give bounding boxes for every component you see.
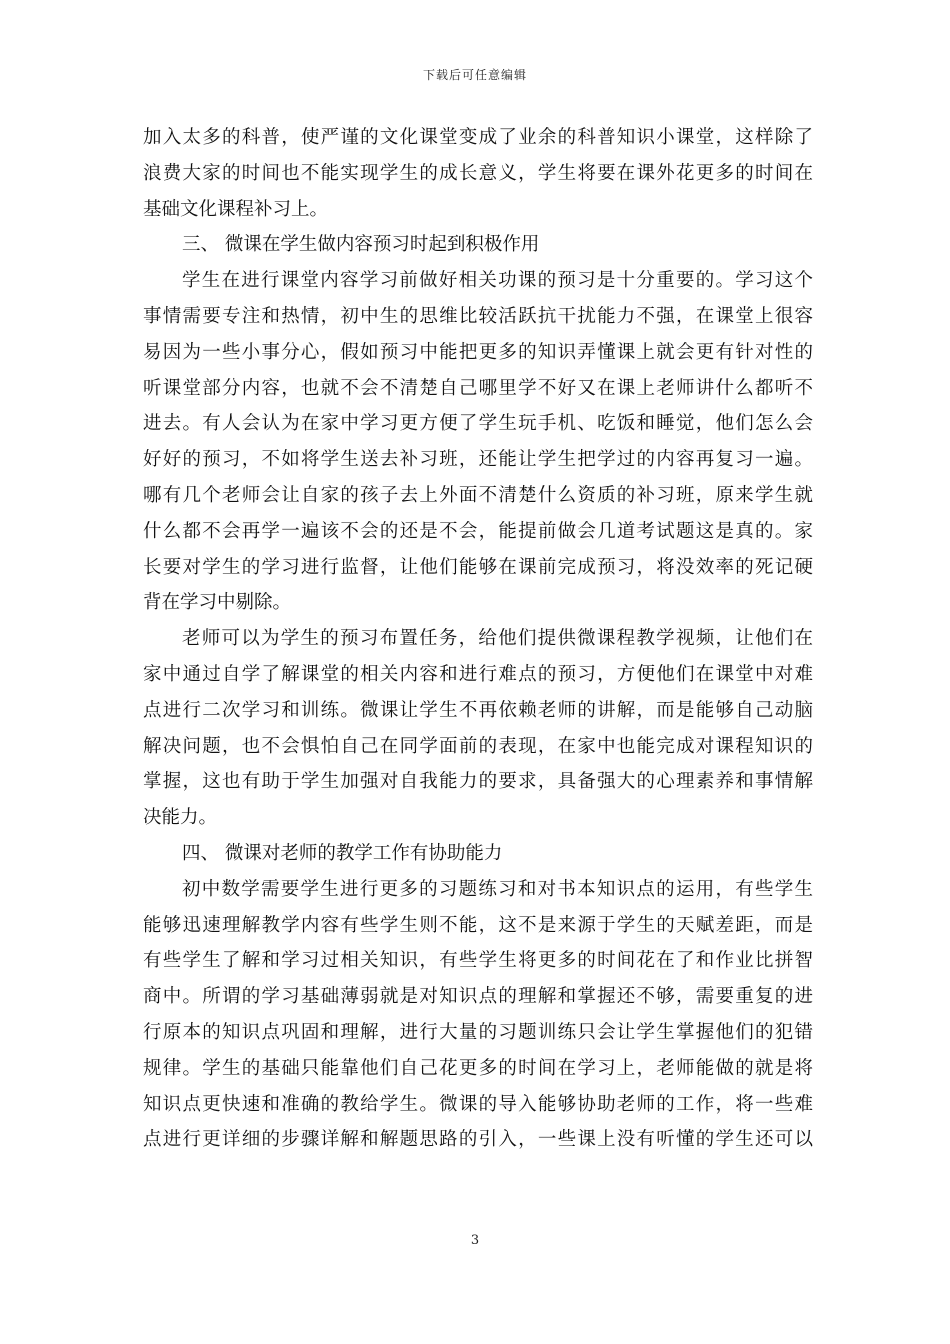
page-header: 下载后可任意编辑 — [422, 68, 527, 82]
page-number: 3 — [470, 1233, 480, 1248]
body-line: 知识点更快速和准确的教给学生。微课的导入能够协助老师的工作，将一些难 — [143, 1093, 813, 1115]
body-line: 背在学习中剔除。 — [143, 592, 292, 614]
body-line: 能够迅速理解教学内容有些学生则不能，这不是来源于学生的天赋差距，而是 — [143, 914, 813, 936]
body-line: 事情需要专注和热情，初中生的思维比较活跃抗干扰能力不强，在课堂上很容 — [143, 305, 813, 327]
body-line: 进去。有人会认为在家中学习更方便了学生玩手机、吃饭和睡觉，他们怎么会 — [143, 413, 813, 435]
body-line: 什么都不会再学一遍该不会的还是不会，能提前做会几道考试题这是真的。家 — [143, 520, 813, 542]
body-line: 加入太多的科普，使严谨的文化课堂变成了业余的科普知识小课堂，这样除了 — [143, 127, 813, 148]
section-heading: 三、 微课在学生做内容预习时起到积极作用 — [182, 234, 540, 256]
body-line: 学生在进行课堂内容学习前做好相关功课的预习是十分重要的。学习这个 — [182, 270, 813, 292]
body-line: 长要对学生的学习进行监督，让他们能够在课前完成预习，将没效率的死记硬 — [143, 556, 813, 578]
body-line: 初中数学需要学生进行更多的习题练习和对书本知识点的运用，有些学生 — [182, 878, 813, 900]
body-line: 家中通过自学了解课堂的相关内容和进行难点的预习，方便他们在课堂中对难 — [143, 663, 813, 685]
body-line: 点进行更详细的步骤详解和解题思路的引入，一些课上没有听懂的学生还可以 — [143, 1129, 813, 1151]
body-line: 行原本的知识点巩固和理解，进行大量的习题训练只会让学生掌握他们的犯错 — [143, 1021, 813, 1043]
body-line: 点进行二次学习和训练。微课让学生不再依赖老师的讲解，而是能够自己动脑 — [143, 699, 813, 721]
body-line: 老师可以为学生的预习布置任务，给他们提供微课程教学视频，让他们在 — [182, 628, 813, 650]
body-line: 商中。所谓的学习基础薄弱就是对知识点的理解和掌握还不够，需要重复的进 — [143, 986, 813, 1008]
document-body — [143, 120, 813, 1158]
body-line: 听课堂部分内容，也就不会不清楚自己哪里学不好又在课上老师讲什么都听不 — [143, 377, 813, 399]
body-line: 好好的预习，不如将学生送去补习班，还能让学生把学过的内容再复习一遍。 — [143, 449, 813, 471]
body-line: 解决问题，也不会惧怕自己在同学面前的表现，在家中也能完成对课程知识的 — [143, 735, 813, 757]
body-line: 有些学生了解和学习过相关知识，有些学生将更多的时间花在了和作业比拼智 — [143, 950, 813, 972]
section-heading: 四、 微课对老师的教学工作有协助能力 — [182, 842, 503, 864]
body-line: 规律。学生的基础只能靠他们自己花更多的时间在学习上，老师能做的就是将 — [143, 1057, 813, 1079]
body-line: 易因为一些小事分心，假如预习中能把更多的知识弄懂课上就会更有针对性的 — [143, 341, 813, 363]
body-line: 哪有几个老师会让自家的孩子去上外面不清楚什么资质的补习班，原来学生就 — [143, 484, 813, 506]
body-line: 浪费大家的时间也不能实现学生的成长意义，学生将要在课外花更多的时间在 — [143, 162, 813, 184]
body-line: 决能力。 — [143, 807, 218, 829]
body-line: 掌握，这也有助于学生加强对自我能力的要求，具备强大的心理素养和事情解 — [143, 771, 813, 793]
body-line: 基础文化课程补习上。 — [143, 198, 329, 220]
